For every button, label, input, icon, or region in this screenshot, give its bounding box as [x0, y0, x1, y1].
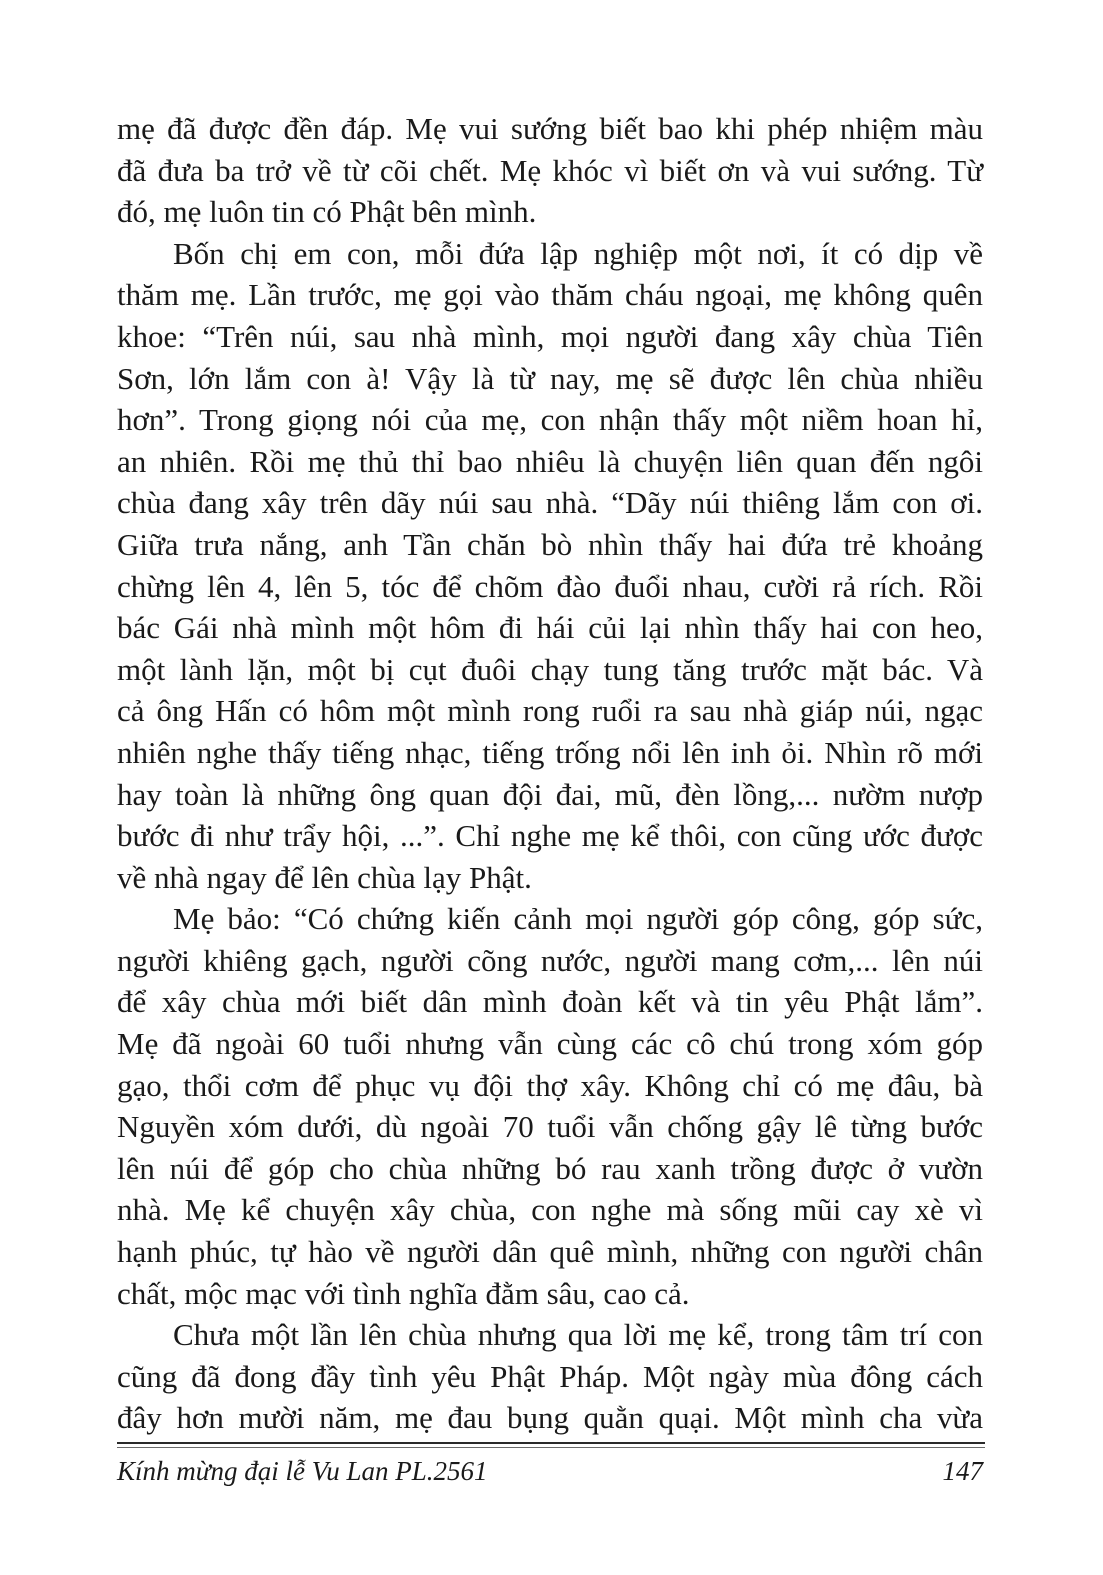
text-line: an nhiên. Rồi mẹ thủ thỉ bao nhiêu là chuyện liên quan đến ngôi: [117, 443, 983, 479]
text-line: người khiêng gạch, người cõng nước, người mang cơm,... lên núi: [117, 942, 983, 978]
text-line: đó, mẹ luôn tin có Phật bên mình.: [117, 194, 537, 230]
page-number: 147: [942, 1456, 983, 1486]
text-line: Mẹ bảo: “Có chứng kiến cảnh mọi người góp công, góp sức,: [173, 901, 983, 937]
text-line: chất, mộc mạc với tình nghĩa đằm sâu, cao cả.: [117, 1275, 690, 1311]
footer-title: Kính mừng đại lễ Vu Lan PL.2561: [117, 1456, 488, 1486]
text-line: mẹ đã được đền đáp. Mẹ vui sướng biết bao khi phép nhiệm màu: [117, 111, 983, 146]
text-line: cũng đã đong đầy tình yêu Phật Pháp. Một ngày mùa đông cách: [117, 1358, 983, 1394]
text-line: Chưa một lần lên chùa nhưng qua lời mẹ kể, trong tâm trí con: [173, 1317, 983, 1353]
text-line: Mẹ đã ngoài 60 tuổi nhưng vẫn cùng các cô chú trong xóm góp: [117, 1026, 983, 1062]
text-line: Giữa trưa nắng, anh Tần chăn bò nhìn thấy hai đứa trẻ khoảng: [117, 526, 983, 562]
footer-divider: [117, 1442, 985, 1444]
text-line: bác Gái nhà mình một hôm đi hái củi lại nhìn thấy hai con heo,: [117, 610, 983, 646]
text-line: cả ông Hấn có hôm một mình rong ruổi ra sau nhà giáp núi, ngạc: [117, 693, 983, 729]
text-line: nhà. Mẹ kể chuyện xây chùa, con nghe mà sống mũi cay xè vì: [117, 1192, 983, 1228]
paragraph-4: [117, 1314, 983, 1439]
footer-divider-thin: [117, 1447, 985, 1448]
text-line: về nhà ngay để lên chùa lạy Phật.: [117, 859, 532, 895]
text-line: Sơn, lớn lắm con à! Vậy là từ nay, mẹ sẽ được lên chùa nhiều: [117, 360, 983, 396]
text-line: khoe: “Trên núi, sau nhà mình, mọi người đang xây chùa Tiên: [117, 318, 983, 354]
paragraph-2: [117, 233, 983, 899]
text-line: chừng lên 4, lên 5, tóc để chõm đào đuổi nhau, cười rả rích. Rồi: [117, 568, 983, 604]
text-line: gạo, thổi cơm để phục vụ đội thợ xây. Không chỉ có mẹ đâu, bà: [117, 1067, 983, 1103]
text-line: để xây chùa mới biết dân mình đoàn kết và tin yêu Phật lắm”.: [117, 984, 983, 1020]
text-line: Bốn chị em con, mỗi đứa lập nghiệp một nơi, ít có dịp về: [173, 235, 983, 271]
text-line: nhiên nghe thấy tiếng nhạc, tiếng trống nổi lên inh ỏi. Nhìn rõ mới: [117, 734, 983, 770]
text-line: Nguyền xóm dưới, dù ngoài 70 tuổi vẫn chống gậy lê từng bước: [117, 1109, 983, 1145]
text-line: lên núi để góp cho chùa những bó rau xanh trồng được ở vườn: [117, 1150, 983, 1186]
text-line: hay toàn là những ông quan đội đai, mũ, đèn lồng,... nườm nượp: [117, 776, 983, 812]
text-line: chùa đang xây trên dãy núi sau nhà. “Dãy núi thiêng lắm con ơi.: [117, 485, 983, 521]
paragraph-1: [117, 108, 983, 233]
text-line: đây hơn mười năm, mẹ đau bụng quằn quại. Một mình cha vừa: [117, 1400, 983, 1436]
text-line: một lành lặn, một bị cụt đuôi chạy tung tăng trước mặt bác. Và: [117, 651, 983, 687]
text-line: hơn”. Trong giọng nói của mẹ, con nhận thấy một niềm hoan hỉ,: [117, 402, 983, 438]
text-line: bước đi như trẩy hội, ...”. Chỉ nghe mẹ kể thôi, con cũng ước được: [117, 818, 983, 854]
text-line: thăm mẹ. Lần trước, mẹ gọi vào thăm cháu ngoại, mẹ không quên: [117, 277, 983, 313]
body-text: [117, 108, 983, 1439]
text-line: hạnh phúc, tự hào về người dân quê mình, những con người chân: [117, 1234, 983, 1270]
paragraph-3: [117, 898, 983, 1314]
text-line: đã đưa ba trở về từ cõi chết. Mẹ khóc vì biết ơn và vui sướng. Từ: [117, 152, 983, 188]
